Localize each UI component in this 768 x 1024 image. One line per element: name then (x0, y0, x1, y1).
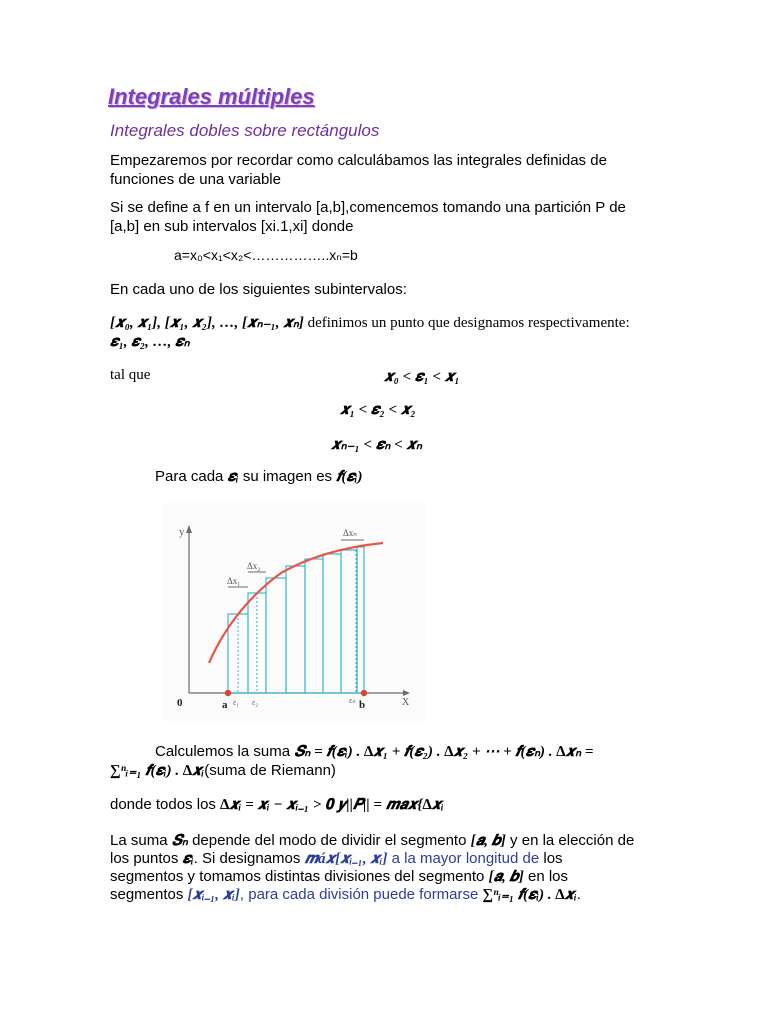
riemann-line-1 (155, 743, 593, 761)
conclusion-sum: ∑ⁿᵢ₌₁ 𝒇(𝜺ᵢ) . ∆𝒙ᵢ (482, 887, 577, 903)
subintervals-intro: En cada uno de los siguientes subintervalos: (110, 281, 407, 298)
where-formula: ∆𝒙ᵢ = 𝒙ᵢ − 𝒙ᵢ₋₁ > 𝟎 𝒚||𝑷|| = 𝒎𝒂𝒙{∆𝒙ᵢ (220, 797, 444, 813)
origin-label: 0 (177, 697, 183, 709)
graph-background (163, 503, 425, 721)
eps2-label: ε₂ (252, 698, 259, 707)
x-axis-label: X (402, 697, 410, 708)
conclusion-text: en los (523, 868, 569, 885)
conclusion-seg: [𝒙ᵢ₋₁, 𝒙ᵢ] (187, 887, 240, 903)
conclusion-text: depende del modo de dividir el segmento (187, 832, 471, 849)
conclusion-text: . Si designamos (193, 850, 305, 867)
conclusion-text: los (539, 850, 563, 867)
point-a-marker (225, 690, 231, 696)
conclusion-sn: 𝑺ₙ (171, 833, 188, 849)
conclusion-text: segmentos y tomamos distintas divisiones del segmento (110, 868, 489, 885)
definition-line-1: Si se define a f en un intervalo [a,b],comencemos tomando una partición P de (110, 199, 626, 216)
image-line-eps: 𝜺ᵢ (227, 469, 239, 485)
riemann-formula: 𝑺ₙ = 𝒇(𝜺ᵢ) . ∆𝒙₁ + 𝒇(𝜺₂) . ∆𝒙₂ + ⋯ + 𝒇(𝜺ₙ) . ∆𝒙ₙ = (294, 744, 594, 760)
image-line (155, 468, 362, 486)
point-b-label: b (359, 699, 366, 711)
eps1-label: ε₁ (233, 698, 240, 707)
dx1-label: Δx₁ (227, 576, 241, 586)
image-line-middle: su imagen es (238, 468, 337, 485)
riemann-prefix: Calculemos la suma (155, 743, 295, 760)
conclusion-eps: 𝜺ᵢ (182, 851, 194, 867)
conclusion-text: . (576, 886, 581, 903)
conclusion-line-2 (110, 850, 563, 868)
epsn-label: εₙ (349, 696, 356, 705)
subintervals-math: [𝒙₀, 𝒙₁], [𝒙₁, 𝒙₂], …, [𝒙ₙ₋₁, 𝒙ₙ] (110, 315, 304, 331)
conclusion-text: los puntos (110, 850, 183, 867)
conclusion-ab: [𝒂, 𝒃] (470, 833, 506, 849)
where-prefix: donde todos los (110, 796, 221, 813)
points-list: 𝜺₁, 𝜺₂, …, 𝜺ₙ (110, 334, 190, 350)
image-line-f: 𝒇(𝜺ᵢ) (336, 469, 363, 485)
intro-line-2: funciones de una variable (110, 171, 281, 188)
inequality-2: 𝒙₁ < 𝜺₂ < 𝒙₂ (340, 402, 416, 418)
section-subtitle: Integrales dobles sobre rectángulos (110, 121, 380, 140)
conclusion-text: y en la elección de (505, 832, 635, 849)
riemann-formula-sum: ∑ⁿᵢ₌₁ 𝒇(𝜺ᵢ) . ∆𝒙ᵢ (110, 763, 205, 779)
page-title: Integrales múltiples (108, 84, 315, 109)
conclusion-text: La suma (110, 832, 172, 849)
conclusion-line-3 (110, 868, 568, 886)
conclusion-text: segmentos (110, 886, 188, 903)
conclusion-max: 𝒎á𝒙[𝒙ᵢ₋₁, 𝒙ᵢ] (304, 851, 388, 867)
subintervals-text: definimos un punto que designamos respectivamente: (303, 315, 630, 331)
tal-que-label: tal que (110, 367, 151, 383)
image-line-prefix: Para cada (155, 468, 228, 485)
point-b-marker (361, 690, 367, 696)
dx2-label: Δx₂ (247, 561, 261, 571)
intro-line-1: Empezaremos por recordar como calculábamos las integrales definidas de (110, 152, 607, 169)
conclusion-line-4 (110, 886, 581, 904)
inequality-3: 𝒙ₙ₋₁ < 𝜺ₙ < 𝒙ₙ (331, 437, 423, 453)
conclusion-ab: [𝒂, 𝒃] (488, 869, 524, 885)
point-a-label: a (222, 699, 228, 711)
y-axis-label: y (179, 526, 185, 538)
riemann-graph (163, 503, 425, 721)
partition-formula: a=x₀<x₁<x₂<……………..xₙ=b (174, 247, 358, 263)
where-line (110, 796, 444, 814)
riemann-line-2 (110, 762, 336, 780)
conclusion-text-blue: , para cada división puede formarse (239, 886, 483, 903)
dxn-label: Δxₙ (343, 528, 357, 538)
conclusion-line-1 (110, 832, 634, 850)
inequality-1: 𝒙₀ < 𝜺₁ < 𝒙₁ (384, 369, 460, 385)
definition-line-2: [a,b] en sub intervalos [xi.1,xi] donde (110, 218, 354, 235)
conclusion-text-blue: a la mayor longitud de (387, 850, 540, 867)
subintervals-line (110, 313, 630, 332)
riemann-suffix: (suma de Riemann) (204, 762, 336, 779)
